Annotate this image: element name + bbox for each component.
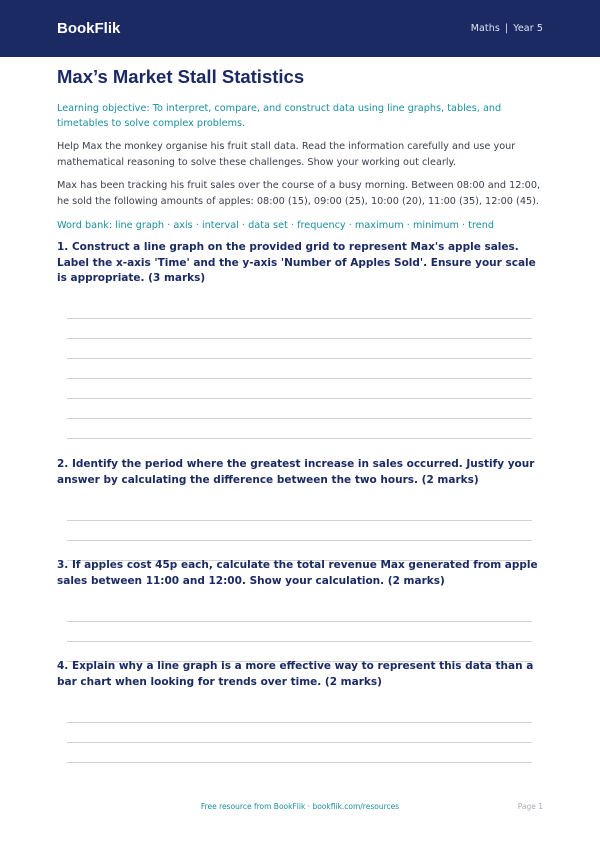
word-bank: Word bank: line graph · axis · interval · data set · frequency · maximum · minimum · trend [57, 220, 494, 231]
header-bar [0, 0, 600, 57]
answer-line[interactable] [67, 418, 532, 419]
question-1: 1. Construct a line graph on the provided grid to represent Max's apple sales. Label the x-axis 'Time' and the y-axis 'Number of Apples Sold'. Ensure your scale is appropriate. (3 marks) [57, 241, 536, 284]
question-4: 4. Explain why a line graph is a more effective way to represent this data than a bar chart when looking for trends over time. (2 marks) [57, 660, 534, 688]
question-2: 2. Identify the period where the greatest increase in sales occurred. Justify your answer by calculating the difference between the two hours. (2 marks) [57, 458, 535, 486]
worksheet-intro [0, 67, 600, 233]
context-paragraph: Max has been tracking his fruit sales over the course of a busy morning. Between 08:00 and 12:00, he sold the following amounts of apples: 08:00 (15), 09:00 (25), 10:00 (20), 11:00 (35), 12:00 (45). [57, 180, 541, 207]
answer-line[interactable] [67, 540, 532, 541]
subject-year-label [471, 23, 543, 34]
answer-line[interactable] [67, 398, 532, 399]
intro-paragraph: Help Max the monkey organise his fruit stall data. Read the information carefully and use your mathematical reasoning to solve these challenges. Show your working out clearly. [57, 141, 516, 168]
worksheet-title: Max’s Market Stall Statistics [57, 66, 305, 87]
answer-line[interactable] [67, 438, 532, 439]
answer-line[interactable] [67, 722, 532, 723]
answer-line[interactable] [67, 318, 532, 319]
subject-label: Maths [470, 23, 500, 34]
answer-line[interactable] [67, 378, 532, 379]
year-label: Year 5 [513, 23, 543, 34]
answer-line[interactable] [67, 338, 532, 339]
answer-line[interactable] [67, 641, 532, 642]
footer-source-link[interactable]: Free resource from BookFlik · bookflik.com/resources [200, 802, 400, 811]
page-number: Page 1 [517, 802, 543, 811]
question-3: 3. If apples cost 45p each, calculate the total revenue Max generated from apple sales between 11:00 and 12:00. Show your calculation. (2 marks) [57, 559, 538, 587]
meta-separator: | [504, 23, 509, 34]
answer-line[interactable] [67, 621, 532, 622]
learning-objective: Learning objective: To interpret, compare, and construct data using line graphs, tables, and timetables to solve complex problems. [57, 103, 502, 129]
answer-line[interactable] [67, 358, 532, 359]
answer-line[interactable] [67, 742, 532, 743]
brand-logo: BookFlik [57, 20, 121, 37]
answer-line[interactable] [67, 520, 532, 521]
page-footer [0, 802, 600, 816]
answer-line[interactable] [67, 762, 532, 763]
